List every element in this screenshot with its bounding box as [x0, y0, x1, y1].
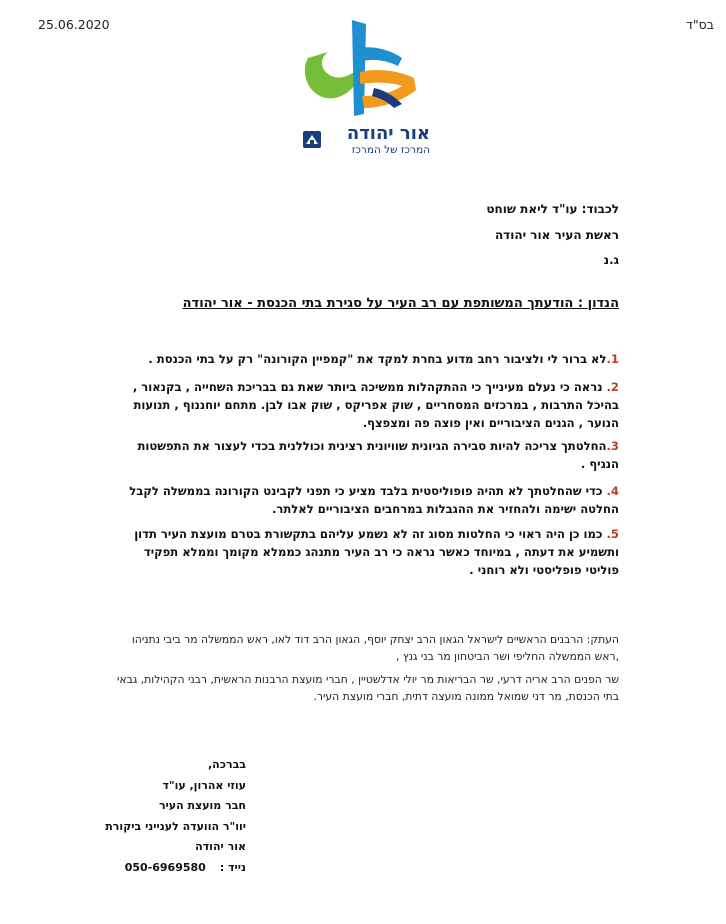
- phone-label: נייד :: [219, 860, 246, 874]
- paragraph-number: 2.: [606, 380, 619, 394]
- paragraph-text: החלטתך צריכה להיות סבירה הגיונית שוויונית רצינית וכוללנית בכדי לעצור את התפשטות הנגיף .: [137, 439, 619, 471]
- logo-city-name: אור יהודה: [346, 123, 430, 144]
- paragraph-text: לא ברור לי ולציבור רחב מדוע בחרת למקד את "קמפיין הקורונה" רק על בתי הכנסת .: [148, 352, 607, 366]
- signature-block: [96, 755, 246, 878]
- signature-title-2: יוו"ר הוועדה לענייני ביקורת: [105, 819, 246, 833]
- paragraph-number: 5.: [606, 527, 619, 541]
- signature-title-1: חבר מועצת העיר: [158, 799, 246, 812]
- paragraph-number: 4.: [606, 484, 619, 498]
- recipient-to: לכבוד: עו"ד ליאת שוחט: [486, 202, 619, 216]
- signature-closing: בברכה,: [207, 758, 246, 771]
- recipient-greeting: ג.נ: [603, 253, 619, 267]
- letter-subject: הנדון : הודעתך המשותפת עם רב העיר על סגירת בתי הכנסת - אור יהודה: [182, 296, 619, 311]
- cc-line-2: שר הפנים הרב אריה דרעי, שר הבריאות מר יולי אדלשטיין , חברי מועצת הרבנות הראשית, רבני הקהילות, גבאי בתי הכנסת, מר דני שמואל ממונה מועצה דתית, חברי מועצת העיר.: [116, 673, 619, 703]
- logo-text: [302, 124, 430, 157]
- paragraph-text: כדי שהחלטתך לא תהיה פופוליסטית בלבד מציע כי תפני לקבינט הקורונה בממשלה לקבל החלטה ישימה ולהחזיר את ההגבלות במרחבים הציבוריים לאלתר.: [129, 484, 619, 516]
- paragraph-text: נראה כי נעלם מעינייך כי ההתקהלות ממשיכה ביותר שאת גם בבריכת השחייה , בקנאור , בהיכל התרבות , במרכזים המסחריים , שוק אפריקס , שוק אבו לבן. מתחם יוחננוף , תנועות הנוער , הגנים הציבוריים ואין פוצה פה ומצפצף.: [132, 380, 619, 430]
- logo-mark-icon: [298, 18, 432, 126]
- paragraph-text: כמו כן היה ראוי כי החלטות מסוג זה לא נשמע עליהם בתקשורת בטרם מועצת העיר תדון ותשמיע את דעתה , במיוחד כאשר נראה כי רב העיר מתנהג כממלא מקומך וממלא תפקיד פוליטי פופליסטי ולא רוחני .: [134, 527, 619, 577]
- cc-line-1: העתק: הרבנים הראשיים לישראל הגאון הרב יצחק יוסף, הגאון הרב דוד לאו, ראש הממשלה מר ביבי נתניהו ,ראש הממשלה החליפי ושר הביטחון מר בני גנץ ,: [131, 633, 619, 663]
- paragraph-4: [107, 482, 619, 518]
- paragraph-number: 1.: [606, 352, 619, 366]
- signature-name: עוזי אהרון, עו"ד: [162, 778, 246, 792]
- paragraph-5: [107, 525, 619, 579]
- signature-city: אור יהודה: [195, 840, 246, 853]
- letter-date: 25.06.2020: [38, 17, 110, 32]
- recipient-role: ראשת העיר אור יהודה: [494, 228, 619, 242]
- paragraph-1: [107, 350, 619, 368]
- paragraph-2: [107, 378, 619, 432]
- logo-slogan: המרכז של המרכז: [351, 144, 430, 156]
- paragraph-3: [107, 437, 619, 473]
- signature-phone-line: [96, 858, 246, 879]
- bsd-mark: בס"ד: [686, 17, 714, 32]
- phone-number: 050-6969580: [124, 860, 206, 874]
- paragraph-number: 3.: [606, 439, 619, 453]
